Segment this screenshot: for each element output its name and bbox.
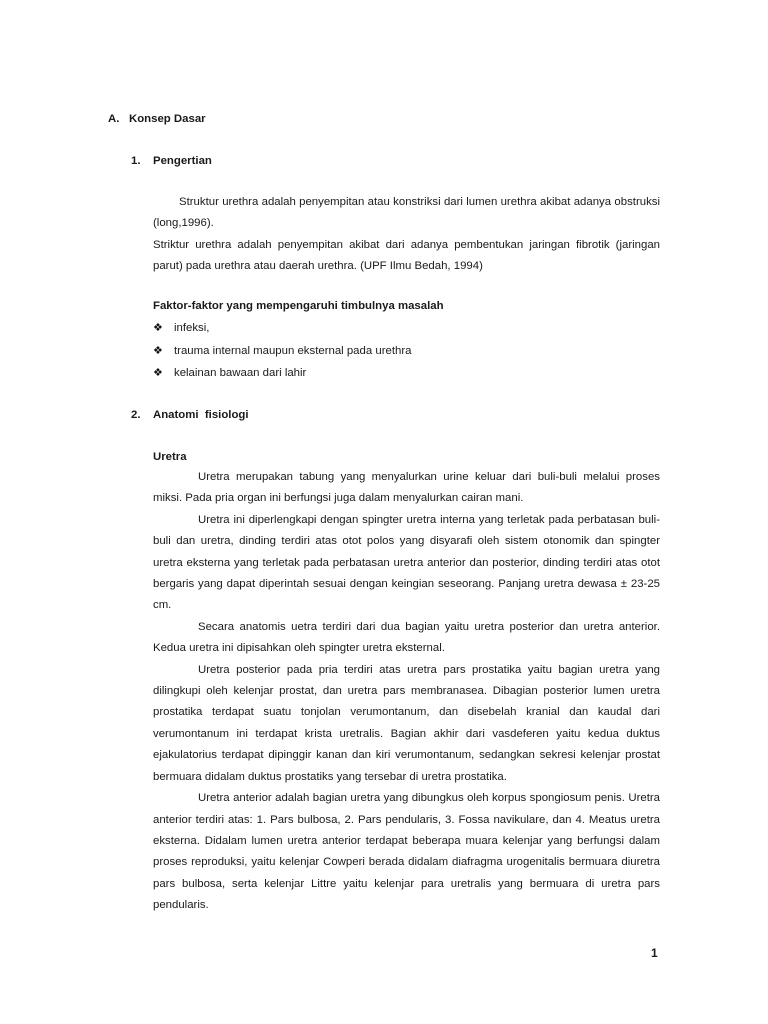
section-title: Konsep Dasar (129, 113, 206, 125)
subsection-2-title: Anatomi fisiologi (153, 409, 249, 421)
definition-paragraph-1: Struktur urethra adalah penyempitan atau konstriksi dari lumen urethra akibat adanya obstruksi (long,1996). (153, 196, 660, 230)
uretra-paragraph-4: Uretra posterior pada pria terdiri atas uretra pars prostatika yaitu bagian uretra yang dilingkupi oleh kelenjar prostat, dan uretra pars membranasea. Dibagian posterior lumen uretra prostatika terdapat suatu tonjolan verumontanum, dan disebelah kranial dan kaudal dari verumontanum ini terdapat krista uretralis. Bagian akhir dari vasdeferen yaitu kedua duktus ejakulatorius terdapat dipinggir kanan dan kiri verumontanum, sedangkan sekresi kelenjar prostat bermuara didalam duktus prostatiks yang tersebar di uretra prostatika. (153, 663, 660, 783)
list-item (153, 362, 411, 385)
uretra-body (153, 467, 660, 917)
subsection-1-number: 1. (131, 155, 141, 167)
list-item (153, 317, 411, 340)
diamond-bullet-icon: ❖ (153, 367, 163, 379)
uretra-paragraph-5: Uretra anterior adalah bagian uretra yang dibungkus oleh korpus spongiosum penis. Uretra anterior terdiri atas: 1. Pars bulbosa, 2. Pars pendularis, 3. Fossa navikulare, dan 4. Meatus uretra eksterna. Didalam lumen uretra anterior terdapat beberapa muara kelenjar yang berfungsi dalam proses reproduksi, yaitu kelenjar Cowperi berada didalam diafragma urogenitalis bermuara diuretra pars bulbosa, serta kelenjar Littre yaitu kelenjar para uretralis yang bermuara di uretra pars pendularis. (153, 792, 660, 912)
definition-paragraph-2: Striktur urethra adalah penyempitan akibat dari adanya pembentukan jaringan fibrotik (jaringan parut) pada urethra atau daerah urethra. (UPF Ilmu Bedah, 1994) (153, 238, 660, 273)
factor-text: infeksi, (174, 322, 210, 334)
list-item (153, 340, 411, 363)
factor-text: kelainan bawaan dari lahir (174, 367, 307, 379)
diamond-bullet-icon: ❖ (153, 344, 163, 357)
definition-block (153, 192, 660, 278)
uretra-heading: Uretra (153, 451, 187, 463)
page-number: 1 (651, 946, 658, 960)
uretra-paragraph-2: Uretra ini diperlengkapi dengan spingter uretra interna yang terletak pada perbatasan buli-buli dan uretra, dinding terdiri atas otot polos yang disyarafi oleh sistem otonomik dan spingter uretra eksterna yang terletak pada perbatasan uretra anterior dan posterior, dinding terdiri atas otot bergaris yang dapat diperintah sesuai dengan keingian seseorang. Panjang uretra dewasa ± 23-25 cm. (153, 513, 660, 612)
section-letter: A. (108, 113, 120, 125)
factors-list (153, 317, 411, 385)
uretra-paragraph-1: Uretra merupakan tabung yang menyalurkan urine keluar dari buli-buli melalui proses miksi. Pada pria organ ini berfungsi juga dalam menyalurkan cairan mani. (153, 471, 660, 505)
diamond-bullet-icon: ❖ (153, 322, 163, 334)
factors-heading: Faktor-faktor yang mempengaruhi timbulnya masalah (153, 300, 444, 312)
subsection-1-title: Pengertian (153, 155, 212, 167)
uretra-paragraph-3: Secara anatomis uetra terdiri dari dua bagian yaitu uretra posterior dan uretra anterior. Kedua uretra ini dipisahkan oleh spingter uretra eksternal. (153, 620, 660, 655)
factor-text: trauma internal maupun eksternal pada urethra (174, 344, 412, 357)
subsection-2-number: 2. (131, 409, 141, 421)
